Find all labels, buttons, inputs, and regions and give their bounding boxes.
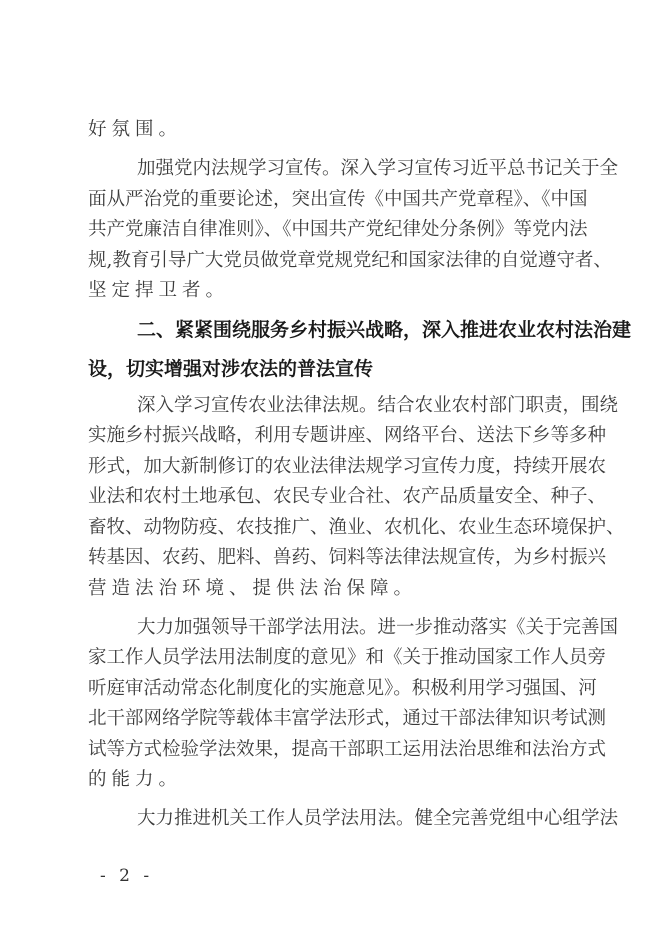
text-line: 规,教育引导广大党员做党章党规党纪和国家法律的自觉遵守者、 [88,249,612,271]
text-line: 业法和农村土地承包、农民专业合社、农产品质量安全、种子、 [88,486,607,507]
text-line: 营造法治环境、提供法治保障。 [88,577,418,599]
text-line: 大力推进机关工作人员学法用法。健全完善党组中心组学法 [137,808,619,829]
text-line: 面从严治党的重要论述，突出宣传《中国共产党章程》、《中国 [88,188,588,210]
text-line: 大力加强领导干部学法用法。进一步推动落实《关于完善国 [137,616,619,638]
text-line: 共产党廉洁自律准则》、《中国共产党纪律处分条例》等党内法 [88,219,588,240]
text-line: 转基因、农药、肥料、兽药、饲料等法律法规宣传，为乡村振兴 [88,547,607,568]
heading-line: 设，切实增强对涉农法的普法宣传 [88,357,374,380]
text-line: 家工作人员学法用法制度的意见》和《关于推动国家工作人员旁 [88,647,607,668]
text-line: 加强党内法规学习宣传。深入学习宣传习近平总书记关于全 [137,158,619,179]
text-line: 好氛围。 [88,119,183,140]
paragraph-continuation [88,115,584,146]
text-line: 形式，加大新制修订的农业法律法规学习宣传力度，持续开展农 [88,455,607,477]
text-line: 听庭审活动常态化制度化的实施意见》。积极利用学习强国、河 [88,677,597,699]
text-line: 畜牧、动物防疫、农技推广、渔业、农机化、农业生态环境保护、 [88,516,625,538]
text-line: 北干部网络学院等载体丰富学法形式，通过干部法律知识考试测 [88,708,607,729]
page-number: - 2 - [100,866,154,886]
heading-line: 二、紧紧围绕服务乡村振兴战略，深入推进农业农村法治建 [137,318,632,341]
paragraph-staff-study [88,804,619,835]
text-line: 实施乡村振兴战略，利用专题讲座、网络平台、送法下乡等多种 [88,425,607,446]
section-heading [88,311,632,389]
text-line: 深入学习宣传农业法律法规。结合农业农村部门职责，围绕 [137,394,619,416]
text-line: 的能力。 [88,769,183,790]
text-line: 坚定捍卫者。 [88,280,230,301]
paragraph-party-regulations [88,154,619,307]
text-line: 试等方式检验学法效果，提高干部职工运用法治思维和法治方式 [88,738,607,760]
paragraph-cadre-study [88,613,619,796]
document-page [88,115,632,835]
paragraph-agri-law [88,391,625,605]
